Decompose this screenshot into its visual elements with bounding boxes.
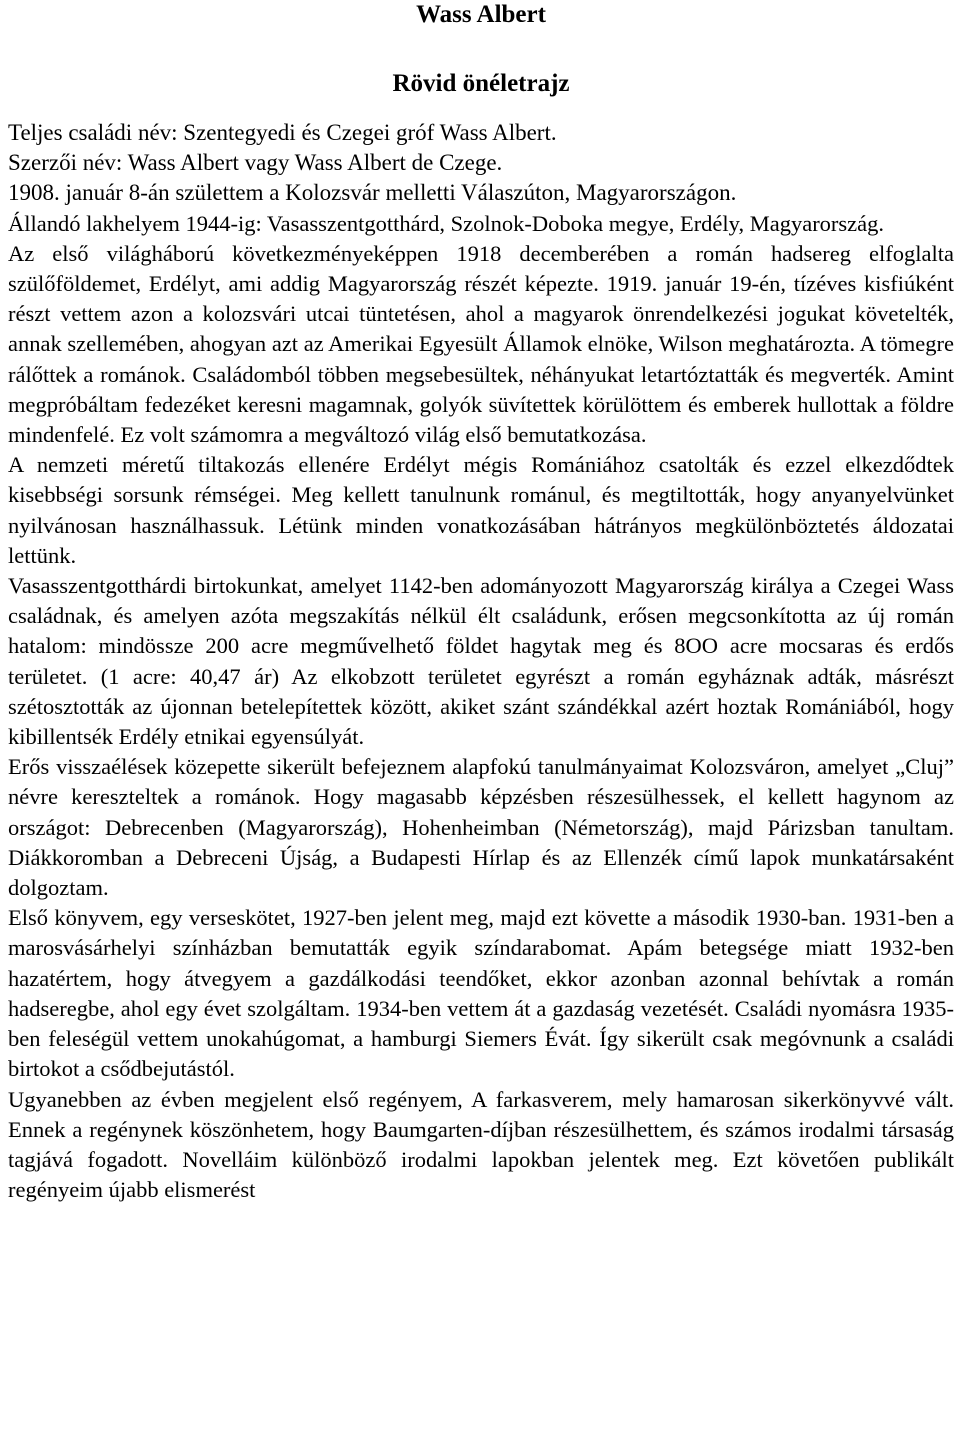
birth-line: 1908. január 8-án születtem a Kolozsvár melletti Válaszúton, Magyarországon. (8, 180, 737, 206)
pen-name-line: Szerzői név: Wass Albert vagy Wass Albert de Czege. (8, 150, 503, 176)
document-subtitle: Rövid önéletrajz (392, 70, 570, 97)
document-title: Wass Albert (416, 1, 546, 28)
paragraph-first-books: Első könyvem, egy verseskötet, 1927-ben jelent meg, majd ezt követte a második 1930-ban. 1931-ben a marosvásárhelyi színházban bemutatták egyik színdarabomat. Apám betegsége miatt 1932-ben hazatértem, hogy átvegyem a gazdálkodási teendőket, ekkor azonban azonnal behívtak a román hadseregbe, ahol egy évet szolgáltam. 1934-ben vettem át a gazdaság vezetését. Családi nyomásra 1935-ben feleségül vettem unokahúgomat, a hamburgi Siemers Évát. Így sikerült csak megóvnunk a családi birtokot a csődbejutástól. (8, 905, 954, 1082)
document-page (8, 0, 954, 1205)
paragraph-world-war: Az első világháború következményeképpen 1918 decemberében a román hadsereg elfoglalta szülőföldemet, Erdélyt, ami addig Magyarország részét képezte. 1919. január 19-én, tízéves kisfiúként részt vettem azon a kolozsvári utcai tüntetésen, ahol a magyarok önrendelkezési jogukat követelték, annak szellemében, ahogyan azt az Amerikai Egyesült Államok elnöke, Wilson meghatározta. A tömegre rálőttek a románok. Családomból többen megsebesültek, néhányukat letartóztatták és megverték. Amint megpróbáltam fedezéket keresni magamnak, golyók süvítettek körülöttem és emberek hullottak a földre mindenfelé. Ez volt számomra a megváltozó világ első bemutatkozása. (8, 240, 954, 448)
paragraph-estate: Vasasszentgotthárdi birtokunkat, amelyet 1142-ben adományozott Magyarország királya a Czegei Wass családnak, és amelyen azóta megszakítás nélkül élt családunk, erősen megcsonkította az új román hatalom: mindössze 200 acre megművelhető földet hagytak meg és 8OO acre mocsaras és erdős területet. (1 acre: 40,47 ár) Az elkobzott területet egyrészt a román egyháznak adták, másrészt szétosztották az újonnan betelepítettek között, akiket szánt szándékkal azért hoztak Romániából, hogy kibillentsék Erdély etnikai egyensúlyát. (8, 573, 954, 750)
biography-body (8, 209, 954, 1206)
paragraph-minority: A nemzeti méretű tiltakozás ellenére Erdélyt mégis Romániához csatolták és ezzel elkezdődtek kisebbségi sorsunk rémségei. Meg kellett tanulnunk románul, és megtiltották, hogy anyanyelvünket nyilvánosan használhassuk. Létünk minden vonatkozásában hátrányos megkülönböztetés áldozatai lettünk. (8, 452, 954, 568)
paragraph-residence: Állandó lakhelyem 1944-ig: Vasasszentgotthárd, Szolnok-Doboka megye, Erdély, Magyarország. (8, 210, 885, 236)
paragraph-first-novel: Ugyanebben az évben megjelent első regényem, A farkasverem, mely hamarosan sikerkönyvvé vált. Ennek a regénynek köszönhetem, hogy Baumgarten-díjban részesülhettem, és számos irodalmi társaság tagjává fogadott. Novelláim különböző irodalmi lapokban jelentek meg. Ezt követően publikált regényeim újabb elismerést (8, 1086, 954, 1203)
personal-details (8, 118, 954, 209)
full-name-line: Teljes családi név: Szentegyedi és Czegei gróf Wass Albert. (8, 120, 557, 145)
paragraph-education: Erős visszaélések közepette sikerült befejeznem alapfokú tanulmányaimat Kolozsváron, amelyet „Cluj” névre kereszteltek a románok. Hogy magasabb képzésben részesülhessek, el kellett hagynom az országot: Debrecenben (Magyarország), Hohenheimban (Németország), majd Párizsban tanultam. Diákkoromban a Debreceni Újság, a Budapesti Hírlap és az Ellenzék című lapok munkatársaként dolgoztam. (8, 754, 954, 901)
